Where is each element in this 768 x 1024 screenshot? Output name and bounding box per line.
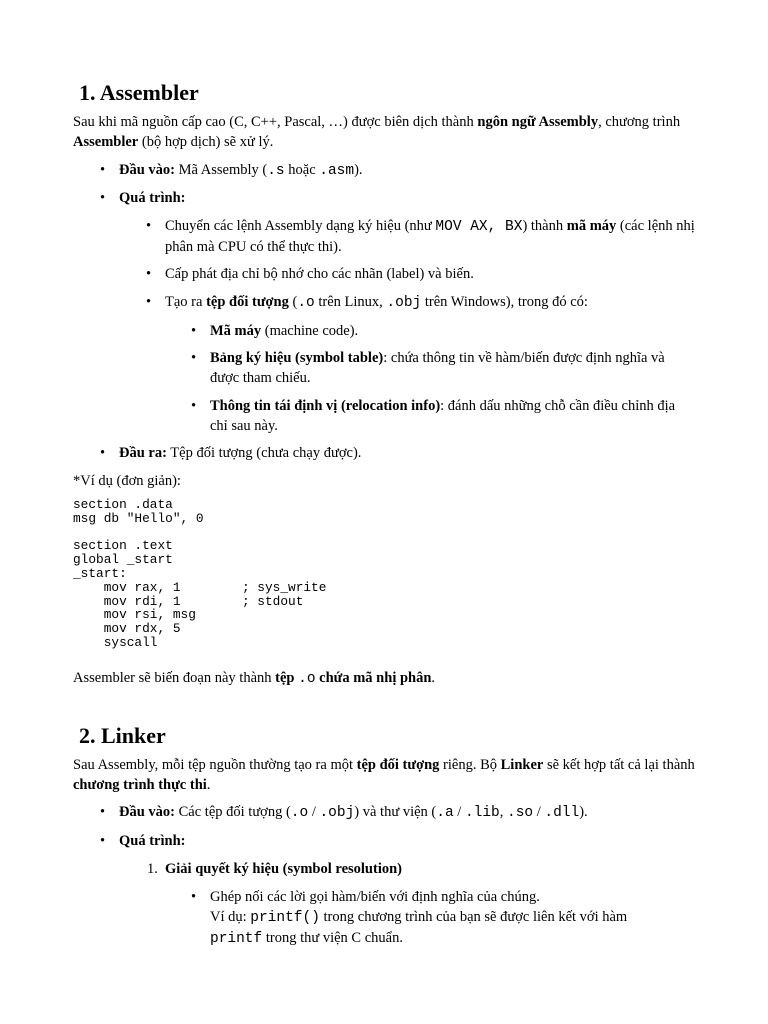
code-text: .dll [544,805,580,821]
text: Tệp đối tượng (chưa chạy được). [166,445,362,461]
text: ). [579,804,588,820]
step1-title: Giải quyết ký hiệu (symbol resolution) [165,861,402,877]
text: Mã Assembly ( [175,162,268,178]
bullet-icon: • [100,162,106,178]
bold-text: tệp đối tượng [356,757,440,773]
text: ( [288,294,298,310]
bullet-icon: • [191,889,197,905]
bullet-icon: • [191,350,197,366]
section-heading-linker: 2. Linker [79,723,166,748]
text: Chuyển các lệnh Assembly dạng ký hiệu (như [165,218,436,234]
bold-text: tệp đối tượng [206,294,289,310]
bold-text: Bảng ký hiệu (symbol table) [210,350,384,366]
process-item-3 [165,292,695,313]
text: (machine code). [261,323,359,339]
object-item-2 [210,348,690,388]
object-item-1 [210,321,690,341]
bold-text: Thông tin tái định vị (relocation info) [210,398,441,414]
code-text: .asm [319,163,355,179]
assembler-output [119,443,361,463]
bold-text: Linker [500,757,544,773]
text: Sau Assembly, mỗi tệp nguồn thường tạo ra một [73,757,357,773]
object-item-3 [210,396,690,436]
text: riêng. Bộ [439,757,501,773]
bold-text: chương trình thực thi [73,777,207,793]
linker-intro [73,755,698,795]
text: ) và thư viện ( [354,804,437,820]
bold-text: mã máy [566,218,617,234]
text: trên Linux, [314,294,387,310]
text: Các tệp đối tượng ( [175,804,291,820]
bold-text: Assembler [73,134,139,150]
text: Ví dụ: [210,909,251,925]
text: / [308,804,320,820]
bold-text: Đầu vào: [119,162,175,178]
text: ) thành [522,218,567,234]
text: trong chương trình của bạn sẽ được liên kết với hàm [319,909,628,925]
code-text: printf [210,931,263,947]
text: trên Windows), trong đó có: [421,294,588,310]
text: Tạo ra [165,294,207,310]
code-text: .o [297,295,315,311]
text: / [533,804,545,820]
text: / [453,804,465,820]
bold-text: Mã máy [210,323,262,339]
text: , [499,804,507,820]
text: Cấp phát địa chỉ bộ nhớ cho các nhãn (label) và biến. [165,266,474,282]
text: ). [354,162,363,178]
example-label: *Ví dụ (đơn giản): [73,473,181,489]
bullet-icon: • [146,218,152,234]
bullet-icon: • [191,323,197,339]
step-number: 1. [147,861,158,877]
code-text: .obj [386,295,422,311]
text: Assembler sẽ biến đoạn này thành [73,670,276,686]
code-text: .a [436,805,454,821]
assembler-intro [73,112,698,152]
text: Ghép nối các lời gọi hàm/biến với định nghĩa của chúng. [210,889,540,905]
assembly-code-block: section .data msg db "Hello", 0 section .text global _start _start: mov rax, 1 ; sys_write mov rdi, 1 ; stdout mov rsi, msg mov rdx, 5 syscall [73,497,327,650]
bullet-icon: • [191,398,197,414]
process-item-2 [165,264,695,284]
text: sẽ kết hợp tất cả lại thành [543,757,695,773]
code-text: .s [267,163,285,179]
code-text: .obj [319,805,355,821]
code-text: printf() [250,910,320,926]
bold-text: chứa mã nhị phân [315,670,432,686]
bold-text: ngôn ngữ Assembly [477,114,599,130]
text: trong thư viện C chuẩn. [262,930,403,946]
text: (các lệnh nhị phân mà CPU có thể thực thi). [165,218,695,255]
linker-input [119,802,588,823]
text: . [431,670,436,686]
text: . [206,777,211,793]
linker-process-label: Quá trình: [119,833,186,849]
text: : đánh dấu những chỗ cần điều chỉnh địa chỉ sau này. [210,398,676,434]
code-text: MOV AX, BX [435,219,523,235]
step1-item [210,887,690,949]
text: : chứa thông tin về hàm/biến được định nghĩa và được tham chiếu. [210,350,665,386]
assembler-conclusion [73,668,698,689]
assembler-input [119,160,363,181]
text: hoặc [284,162,320,178]
bullet-icon: • [100,804,106,820]
text: (bộ hợp dịch) sẽ xử lý. [138,134,274,150]
code-text: .lib [464,805,500,821]
bullet-icon: • [146,266,152,282]
code-text: .so [507,805,534,821]
section-heading-assembler: 1. Assembler [79,80,199,105]
bullet-icon: • [100,190,106,206]
bullet-icon: • [100,445,106,461]
text: , chương trình [598,114,681,130]
bullet-icon: • [146,294,152,310]
text: Sau khi mã nguồn cấp cao (C, C++, Pascal, …) được biên dịch thành [73,114,478,130]
process-item-1 [165,216,695,257]
bold-text: Đầu ra: [119,445,167,461]
code-text: .o [298,671,316,687]
assembler-process-label: Quá trình: [119,190,186,206]
code-text: .o [290,805,309,821]
bold-text: tệp [275,670,299,686]
bullet-icon: • [100,833,106,849]
bold-text: Đầu vào: [119,804,175,820]
